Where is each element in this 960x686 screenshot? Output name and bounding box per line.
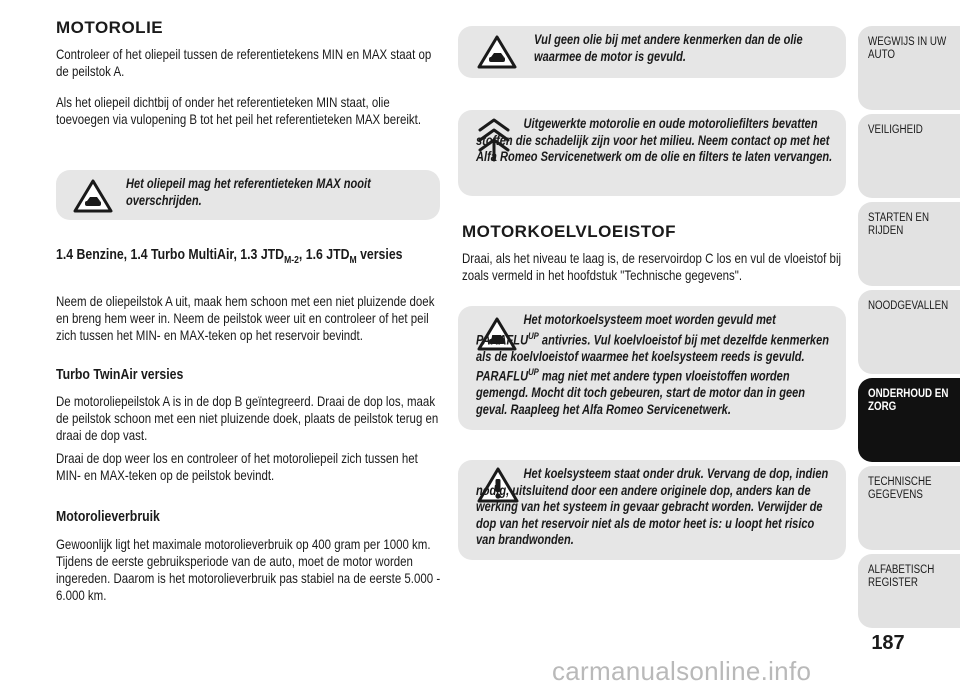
- tab-technische-gegevens[interactable]: TECHNISCHE GEGEVENS: [858, 466, 960, 550]
- heading-twinair: Turbo TwinAir versies: [56, 366, 184, 383]
- car-warning-triangle-icon: [72, 178, 114, 214]
- warning-text-paraflu: Het motorkoelsysteem moet worden gevuld met $PARAFLU^{UP}$ antivries. Vul koelvloeistof bij met dezelfde kenmerken als de koelvloeistof waarmee het koelsysteem reeds is gevuld. $PARAFLU^{UP}$ mag niet met andere typen vloeistoffen worden gemengd. Mocht dit toch gebeuren, start de motor dan in geen geval. Raapleeg het Alfa Romeo Servicenetwerk.: [476, 312, 830, 417]
- tab-alfabetisch-register[interactable]: ALFABETISCH REGISTER: [858, 554, 960, 628]
- paragraph-oil-consumption: Gewoonlijk ligt het maximale motorolieverbruik op 400 gram per 1000 km. Tijdens de eerste gebruiksperiode van de auto, moet de motor worden ingereden. Daarom is het motorolieverbruik pas stabiel na de eerste 5.000 - 6.000 km.: [56, 536, 441, 603]
- tab-noodgevallen[interactable]: NOODGEVALLEN: [858, 290, 960, 374]
- tab-veiligheid[interactable]: VEILIGHEID: [858, 114, 960, 198]
- paragraph-dipstick: Neem de oliepeilstok A uit, maak hem schoon met een niet pluizende doek en breng hem weer in. Neem de peilstok weer uit en controleer of het peil zich tussen het MIN- en MAX-teken op het reservoir bevindt.: [56, 293, 435, 343]
- page-number: 187: [871, 632, 905, 654]
- paragraph-twinair-1: De motoroliepeilstok A is in de dop B geïntegreerd. Draai de dop los, maak de peilstok schoon met een niet pluizende doek, plaats de peilstok terug en draai de dop vast.: [56, 393, 439, 443]
- heading-engine-versions: 1.4 Benzine, 1.4 Turbo MultiAir, 1.3 $JTD_{M-2}$, 1.6 $JTD_M$ versies: [56, 246, 403, 266]
- tab-starten-en-rijden[interactable]: STARTEN EN RIJDEN: [858, 202, 960, 286]
- car-warning-triangle-icon: [476, 34, 518, 70]
- paragraph-oil-check: Controleer of het oliepeil tussen de referentietekens MIN en MAX staat op de peilstok A.: [56, 46, 432, 79]
- warning-text-pressure: Het koelsysteem staat onder druk. Vervang de dop, indien nodig, uitsluitend door een andere originele dop, anders kan de werking van het systeem in gevaar gebracht worden. Verwijder de dop van het reservoir niet als de motor heet is: u loopt het risico van brandwonden.: [476, 466, 829, 547]
- paragraph-twinair-2: Draai de dop weer los en controleer of het motoroliepeil zich tussen het MIN- en MAX-teken op de peilstok bevindt.: [56, 450, 418, 483]
- warning-text-oil-type: Vul geen olie bij met andere kenmerken dan de olie waarmee de motor is gevuld.: [534, 32, 803, 64]
- tab-onderhoud-en-zorg[interactable]: ONDERHOUD EN ZORG: [858, 378, 960, 462]
- section-title-coolant: MOTORKOELVLOEISTOF: [462, 222, 676, 241]
- warning-text-oil-max: Het oliepeil mag het referentieteken MAX nooit overschrijden.: [126, 176, 371, 208]
- tab-wegwijs[interactable]: WEGWIJS IN UW AUTO: [858, 26, 960, 110]
- paragraph-oil-add: Als het oliepeil dichtbij of onder het referentieteken MIN staat, olie toevoegen via vulopening B tot het peil het referentieteken MAX bereikt.: [56, 94, 422, 127]
- watermark: carmanualsonline.info: [552, 656, 812, 686]
- heading-oil-consumption: Motorolieverbruik: [56, 508, 160, 525]
- environment-text: Uitgewerkte motorolie en oude motoroliefilters bevatten stoffen die schadelijk zijn voor het milieu. Neem contact op met het Alfa Romeo Servicenetwerk om de olie en filters te laten vervangen.: [476, 116, 833, 164]
- paragraph-coolant: Draai, als het niveau te laag is, de reservoirdop C los en vul de vloeistof bij zoals vermeld in het hoofdstuk "Technische gegevens".: [462, 250, 842, 283]
- section-title-motorolie: MOTOROLIE: [56, 18, 164, 37]
